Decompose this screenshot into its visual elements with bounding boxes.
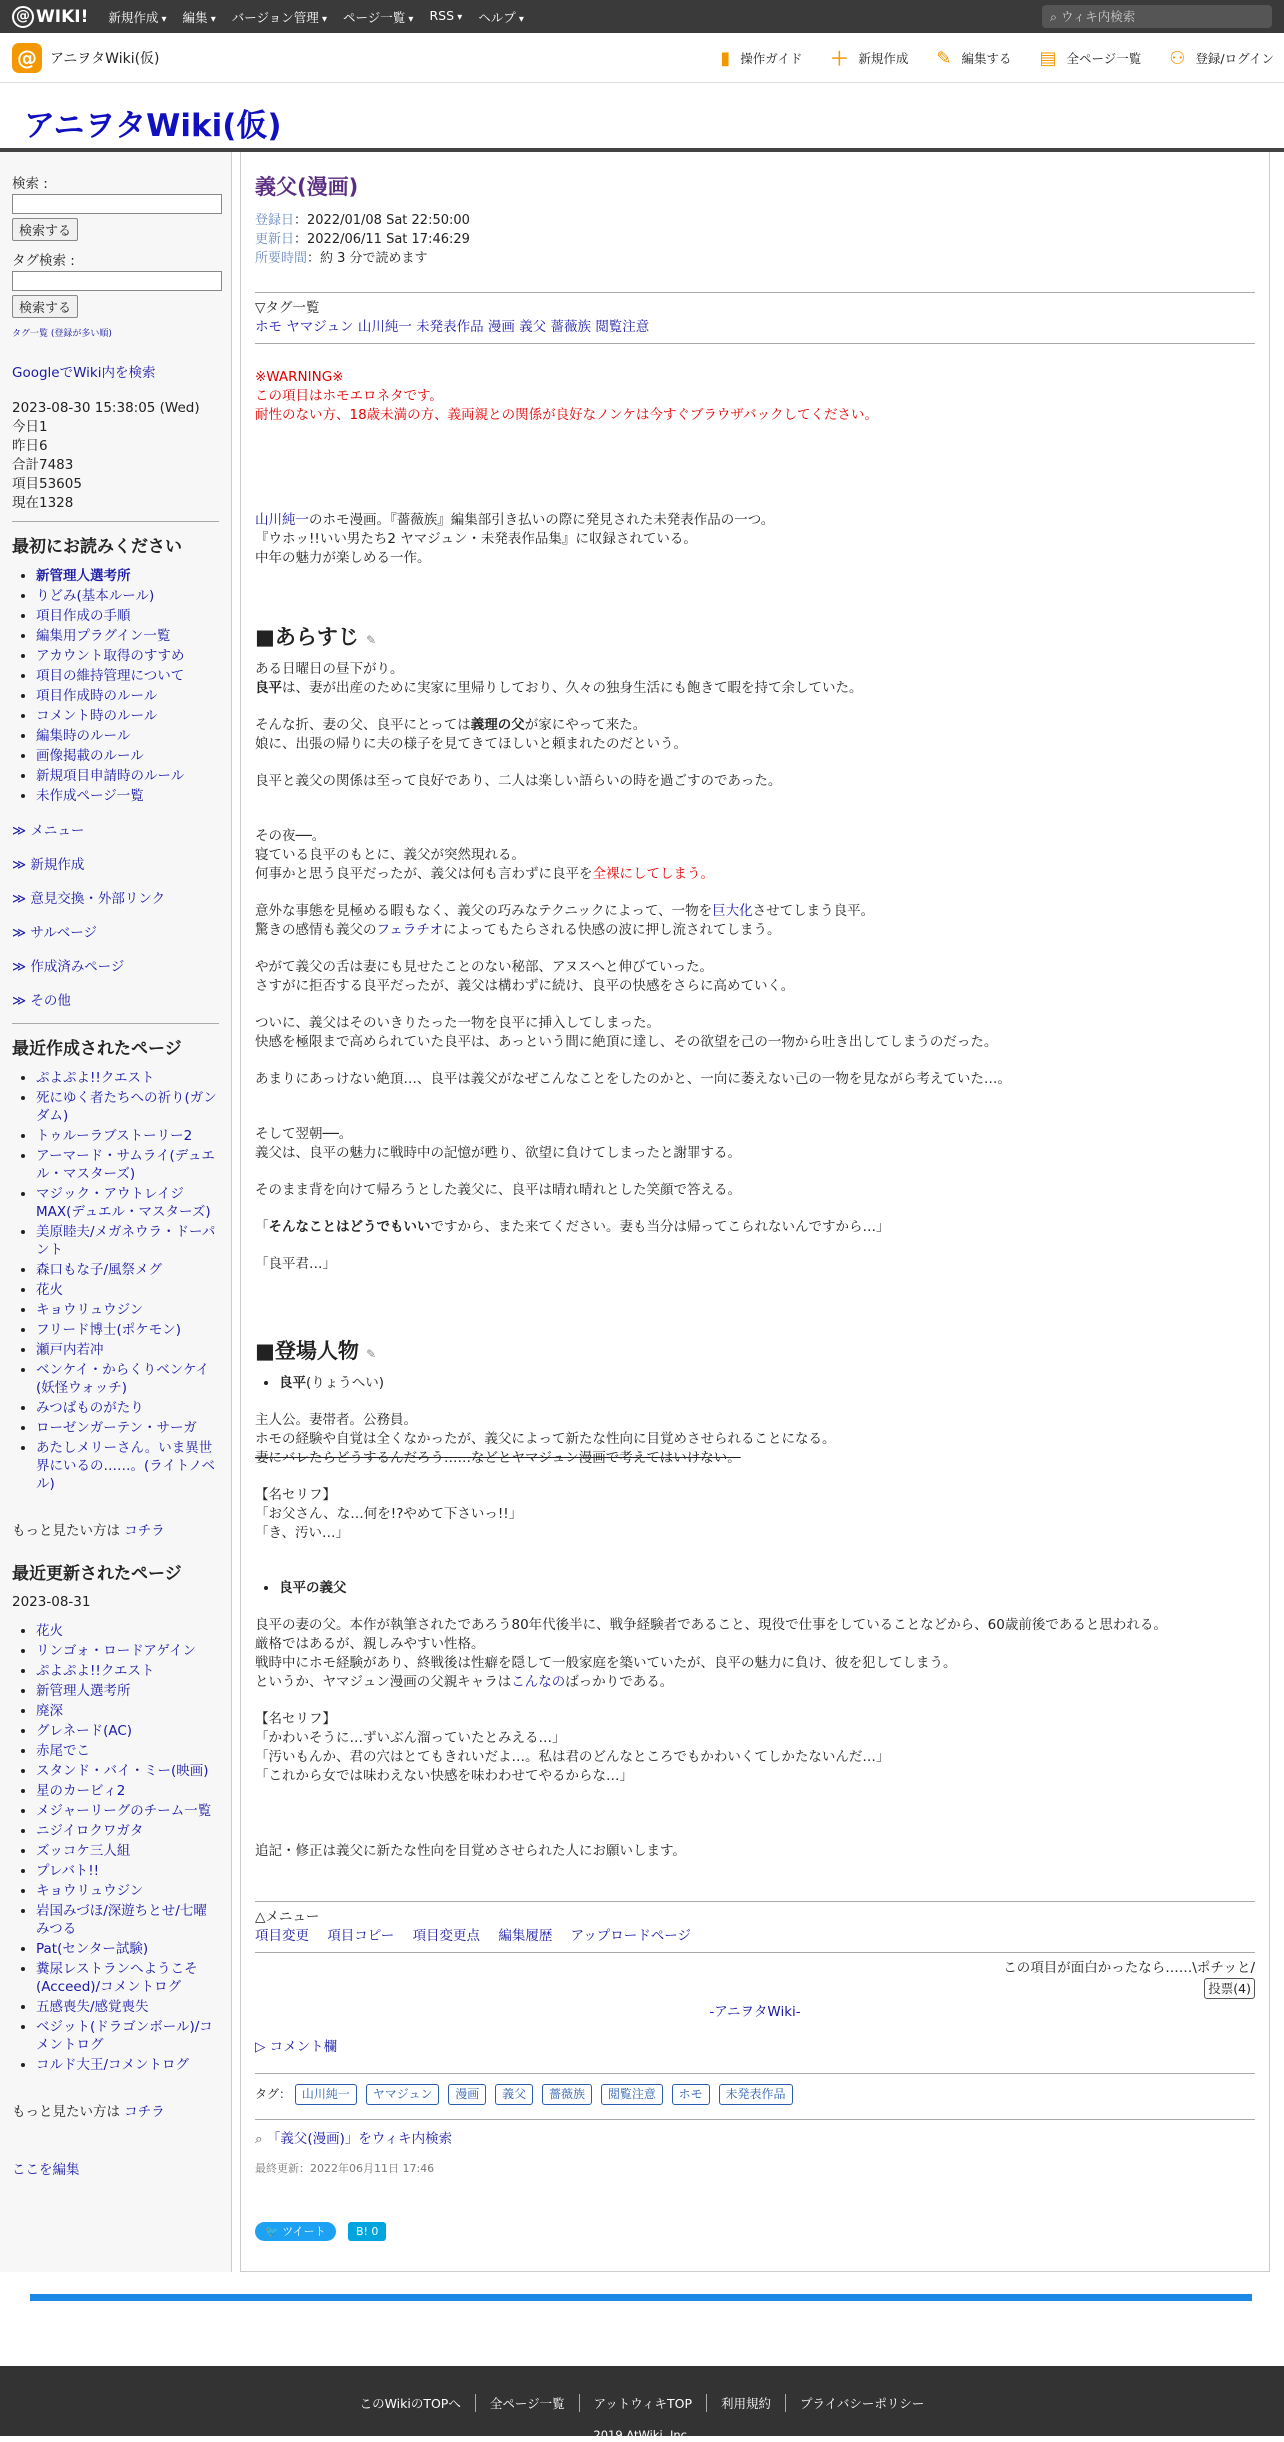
menu-new[interactable]: 新規作成 ▾ [108,8,166,26]
menu-heading: △メニュー [255,1909,320,1925]
list-item[interactable]: • 森口もな子/風祭メグ [36,1261,219,1279]
sub-nav [692,33,1274,83]
list-item[interactable]: • ぷよぷよ!!クエスト [36,1662,219,1680]
vote-box: この項目が面白かったなら……\ポチッと/ 投票(4) [255,1959,1255,1999]
list-item[interactable]: • 新管理人選考所 [36,567,219,585]
document-icon: ▤ [1039,47,1057,69]
copy-item-link[interactable]: 項目コピー [327,1928,395,1944]
char-list: • 良平(りょうへい) [279,1374,1255,1393]
book-icon: ▮ [720,47,731,69]
list-item[interactable]: • コルド大王/コメントログ [36,2056,219,2074]
link[interactable]: 巨大化 [712,903,753,919]
hatena-bookmark-button[interactable]: B! 0 [348,2222,386,2241]
list-item[interactable]: • りどみ(基本ルール) [36,587,219,605]
recent-updated-list [36,1622,219,2074]
tag-button[interactable]: 未発表作品 [719,2084,793,2105]
tag-search-button[interactable]: 検索する [12,295,78,318]
link[interactable]: フェラチオ [376,922,444,938]
more-created-link[interactable]: コチラ [124,1523,165,1539]
upload-link[interactable]: アップロードページ [570,1928,691,1944]
edit-link[interactable]: ✎ 編集する [936,47,1012,69]
updated-date: 更新日：2022/06/11 Sat 17:46:29 [255,232,470,247]
stat-total: 合計7483 [12,457,74,473]
page-menu [255,1927,1255,1946]
footer-privacy-link[interactable]: プライバシーポリシー [800,2396,925,2411]
list-item[interactable]: • 新規項目申請時のルール [36,767,219,785]
menu-edit[interactable]: 編集 ▾ [183,8,216,26]
menu-help[interactable]: ヘルプ ▾ [478,8,524,26]
list-item[interactable]: • ベジット(ドラゴンボール)/コメントログ [36,2018,219,2054]
tag-button[interactable]: ホモ [672,2084,710,2105]
menu-version[interactable]: バージョン管理 ▾ [232,8,327,26]
synopsis: ある日曜日の昼下がり。 良平は、妻が出産のために実家に里帰りしており、久々の独身生活にも飽きて暇を持て余していた。 そんな折、妻の父、良平にとっては義理の父が家にやって来た。 娘に、出張の帰りに夫の様子を見てきてほしいと頼まれたのだという。 良平と義父の関係は至って良好であり、二人は楽しい語らいの時を過ごすのであった。 その夜──。 寝ている良平のもとに、義父が突然現れる。 何事かと思う良平だったが、義父は何も言わずに良平を全裸にしてしまう。 意外な事態を見極める暇もなく、義父の巧みなテクニックによって、一物を巨大化させてしまう良平。 驚きの感情も義父のフェラチオによってもたらされる快感の波に押し流されてしまう。 やがて義父の舌は妻にも見せたことのない秘部、アヌスへと伸びていった。 さすがに拒否する良平だったが、義父は構わずに続け、良平の快感をさらに高めていく。 ついに、義父はそのいきりたった一物を良平に挿入してしまった。 快感を極限まで高められていた良平は、あっという間に絶頂に達し、その欲望を己の一物から吐き出してしまうのだった。 あまりにあっけない絶頂…、良平は義父がなぜこんなことをしたのかと、一向に萎えない己の一物を見ながら考えていた…。 そして翌朝──。 義父は、良平の魅力に戦時中の記憶が甦り、欲望に負けてしまったと謝罪する。 そのまま背を向けて帰ろうとした義父に、良平は晴れ晴れとした笑顔で答える。 「そんなことはどうでもいいですから、また来てください。妻も当分は帰ってこられないんですから…」 「良平君…」 [255,661,1011,1272]
all-pages-link[interactable]: ▤ 全ページ一覧 [1039,47,1142,69]
intro: 山川純一のホモ漫画。『薔薇族』編集部引き払いの際に発見された未発表作品の一つ。 『ウホッ!!いい男たち2 ヤマジュン・未発表作品集』に収録されている。 中年の魅力が楽しめる一作。 [255,512,775,566]
list-item[interactable]: • 新管理人選考所 [36,1682,219,1700]
list-item[interactable]: • Pat(センター試験) [36,1940,219,1958]
list-item[interactable]: • 画像掲載のルール [36,747,219,765]
warning-box: ※WARNING※ この項目はホモエロネタです。 耐性のない方、18歳未満の方、義両親との関係が良好なノンケは今すぐブラウザバックしてください。 [255,369,879,423]
edit-sidebar-link[interactable]: ここを編集 [12,2162,80,2178]
list-item[interactable]: • メジャーリーグのチーム一覧 [36,1802,219,1820]
stat-items: 項目53605 [12,476,82,492]
search-icon: ⌕ [1050,9,1058,24]
list-item[interactable]: • 編集用プラグイン一覧 [36,627,219,645]
tag-button[interactable]: ヤマジュン [366,2084,440,2105]
new-page-link[interactable]: ＋ 新規作成 [830,45,908,71]
sub-bar [0,33,1284,83]
wiki-search-link[interactable]: ⌕ 「義父(漫画)」をウィキ内検索 [255,2131,453,2147]
list-item[interactable]: • ローゼンガーテン・サーガ [36,1419,219,1437]
top-bar [0,0,1284,33]
main-content [240,152,1270,2272]
tag-link[interactable]: ホモ [255,319,282,335]
list-item[interactable]: • 星のカービィ2 [36,1782,219,1800]
list-item[interactable]: • 廃深 [36,1702,219,1720]
comment-link[interactable]: ▷ コメント欄 [255,2039,338,2055]
list-item[interactable]: • ベンケイ・からくりベンケイ(妖怪ウォッチ) [36,1361,219,1397]
tag-button[interactable]: 山川純一 [295,2084,357,2105]
char-list: • 良平の義父 [279,1579,1255,1598]
synopsis-heading: ■あらすじ ✎ [255,625,377,649]
tag-button[interactable]: 薔薇族 [542,2084,592,2105]
tag-link[interactable]: 閲覧注意 [595,319,650,335]
stat-yesterday: 昨日6 [12,438,48,454]
last-updated: 最終更新：2022年06月11日 17:46 [255,2162,435,2175]
list-item[interactable]: • ニジイロクワガタ [36,1822,219,1840]
wiki-home-link[interactable]: -アニヲタWiki- [709,2004,801,2020]
new-toggle[interactable]: ≫ 新規作成 [12,857,85,873]
list-item[interactable]: • マジック・アウトレイジMAX(デュエル・マスターズ) [36,1185,219,1221]
plus-icon: ＋ [830,49,849,70]
footer-atwiki-link[interactable]: アットウィキTOP [580,2394,707,2412]
diff-link[interactable]: 項目変更点 [412,1928,481,1944]
other-toggle[interactable]: ≫ その他 [12,993,71,1009]
tag-button[interactable]: 漫画 [448,2084,486,2105]
tag-list-link[interactable]: タグ一覧 (登録が多い順) [12,329,112,339]
tag-links [255,318,1255,337]
tags-heading: ▽タグ一覧 [255,300,320,316]
twitter-icon: 🐦 [265,2225,279,2238]
list-item[interactable]: • スタンド・バイ・ミー(映画) [36,1762,219,1780]
links-toggle[interactable]: ≫ 意見交換・外部リンク [12,891,166,907]
list-item[interactable]: • フリード博士(ポケモン) [36,1321,219,1339]
tag-link[interactable]: 義父 [519,319,547,335]
guide-link[interactable]: ▮ 操作ガイド [720,47,803,69]
left-sidebar [0,152,232,2272]
site-logo[interactable]: @ アニヲタWiki(仮) [12,43,160,73]
pencil-icon[interactable]: ✎ [366,1347,377,1361]
list-item[interactable]: • キョウリュウジン [36,1301,219,1319]
menu-rss[interactable]: RSS ▾ [429,8,462,26]
sidebar-search-input[interactable] [12,194,222,214]
recent-created-list [36,1069,219,1493]
list-item[interactable]: • 花火 [36,1622,219,1640]
list-item[interactable]: • 未作成ページ一覧 [36,787,219,805]
tag-search-label: タグ検索 : [12,253,75,269]
created-toggle[interactable]: ≫ 作成済みページ [12,959,125,975]
tag-button[interactable]: 義父 [495,2084,533,2105]
author-link[interactable]: 山川純一 [255,512,309,528]
read-first-heading: 最初にお読みください [12,537,182,557]
tag-link[interactable]: 未発表作品 [416,319,484,335]
list-item[interactable]: • 美原睦夫/メガネウラ・ドーパント [36,1223,219,1259]
share-buttons [255,2222,1255,2241]
copyright: 2019 AtWiki, Inc. [593,2428,691,2442]
atwiki-logo[interactable]: @ WIKI! [12,6,88,28]
read-time: 所要時間：約 3 分で読めます [255,251,428,266]
vote-button[interactable]: 投票(4) [1204,1978,1255,1999]
footer [0,2366,1284,2442]
list-item[interactable]: • 項目作成の手順 [36,607,219,625]
list-item[interactable]: • プレバト!! [36,1862,219,1880]
footer-divider [30,2294,1252,2301]
recent-created-heading: 最近作成されたページ [12,1039,182,1059]
created-date: 登録日：2022/01/08 Sat 22:50:00 [255,213,470,228]
list-item[interactable]: • トゥルーラブストーリー2 [36,1127,219,1145]
search-icon: ⌕ [255,2131,263,2147]
tag-link[interactable]: 薔薇族 [550,319,592,335]
list-item[interactable]: • キョウリュウジン [36,1882,219,1900]
list-item[interactable]: • みつばものがたり [36,1399,219,1417]
stat-today: 今日1 [12,419,48,435]
characters-heading: ■登場人物 ✎ [255,1339,377,1363]
stat-now: 現在1328 [12,495,74,511]
list-item[interactable]: • アカウント取得のすすめ [36,647,219,665]
list-item[interactable]: • コメント時のルール [36,707,219,725]
list-item[interactable]: • 編集時のルール [36,727,219,745]
closing-text: 追記・修正は義父に新たな性向を目覚めさせられた人にお願いします。 [255,1843,686,1859]
tag-button[interactable]: 閲覧注意 [601,2084,663,2105]
site-title[interactable]: アニヲタWiki(仮) [24,108,282,144]
list-item[interactable]: • 五感喪失/感覚喪失 [36,1998,219,2016]
user-add-icon: ⚇ [1169,47,1186,69]
tag-search-input[interactable] [12,271,222,291]
tag-link[interactable]: 漫画 [487,319,515,335]
edit-item-link[interactable]: 項目変更 [255,1928,309,1944]
pencil-icon: ✎ [936,47,952,69]
list-item[interactable]: • 赤尾でこ [36,1742,219,1760]
tweet-button[interactable]: 🐦 ツイート [255,2222,336,2241]
tag-buttons: タグ： 山川純一 ヤマジュン 漫画 義父 薔薇族 閲覧注意 ホモ 未発表作品 [255,2084,1255,2105]
list-item[interactable]: • 糞尿レストランへようこそ(Acceed)/コメントログ [36,1960,219,1996]
more-created: もっと見たい方は コチラ [12,1523,165,1539]
footer-pages-link[interactable]: 全ページ一覧 [476,2394,580,2412]
footer-top-link[interactable]: このWikiのTOPへ [346,2394,476,2412]
google-search-link[interactable]: GoogleでWiki内を検索 [12,365,156,381]
menu-pages[interactable]: ページ一覧 ▾ [343,8,413,26]
list-item[interactable]: • あたしメリーさん。いま異世界にいるの……。(ライトノベル) [36,1439,219,1493]
history-link[interactable]: 編集履歴 [498,1928,553,1944]
list-item[interactable]: • 瀬戸内若冲 [36,1341,219,1359]
list-item[interactable]: • 項目の維持管理について [36,667,219,685]
footer-terms-link[interactable]: 利用規約 [707,2394,786,2412]
login-link[interactable]: ⚇ 登録/ログイン [1169,47,1274,69]
salvage-toggle[interactable]: ≫ サルベージ [12,925,97,941]
char-father: 良平の妻の父。本作が執筆されたであろう80年代後半に、戦争経験者であること、現役で仕事をしていることなどから、60歳前後であると思われる。 厳格ではあるが、親しみやすい性格。 戦時中にホモ経験があり、終戦後は性癖を隠して一般家庭を築いていたが、良平の魅力に負け、彼を犯してしまう。 というか、ヤマジュン漫画の父親キャラはこんなのばっかりである。 【名セリフ】 「かわいそうに…ずいぶん溜っていたとみえる…」 「汚いもんか、君の穴はとてもきれいだよ…。私は君のどんなところでもかわいくてしかたないんだ…」 「これから女では味わえない快感を味わわせてやるからな…」 [255,1617,1167,1784]
menu-toggle[interactable]: ≫ メニュー [12,823,85,839]
updated-date: 2023-08-31 [12,1594,91,1610]
list-item[interactable]: • 岩国みづほ/深遊ちとせ/七曜みつる [36,1902,219,1938]
list-item[interactable]: • ズッコケ三人組 [36,1842,219,1860]
list-item[interactable]: • 死にゆく者たちへの祈り(ガンダム) [36,1089,219,1125]
list-item[interactable]: • 花火 [36,1281,219,1299]
page-title: 義父(漫画) [255,175,359,199]
top-menu [108,8,540,26]
recent-updated-heading: 最近更新されたページ [12,1564,182,1584]
wiki-icon: @ [12,43,42,73]
read-first-list [36,567,219,805]
counter-stats [12,399,219,513]
list-item[interactable]: • リンゴォ・ロードアゲイン [36,1642,219,1660]
char-ryohei: 主人公。妻帯者。公務員。 ホモの経験や自覚は全くなかったが、義父によって新たな性向に目覚めさせられることになる。 妻にバレたらどうするんだろう……などとヤマジュン漫画で考えてはいけない。 【名セリフ】 「お父さん、な…何を!?やめて下さいっ!!」 「き、汚い…」 [255,1412,836,1541]
search-label: 検索 : [12,176,48,192]
list-item[interactable]: • グレネード(AC) [36,1722,219,1740]
tag-link[interactable]: 山川純一 [357,319,412,335]
list-item[interactable]: • 項目作成時のルール [36,687,219,705]
list-item[interactable]: • アーマード・サムライ(デュエル・マスターズ) [36,1147,219,1183]
stat-date: 2023-08-30 15:38:05 (Wed) [12,400,200,416]
pencil-icon[interactable]: ✎ [366,633,377,647]
link[interactable]: こんなの [511,1674,566,1690]
wiki-search-input[interactable]: ⌕ ウィキ内検索 [1042,5,1272,28]
at-icon: @ [12,6,34,28]
more-updated-link[interactable]: コチラ [124,2104,165,2120]
tag-link[interactable]: ヤマジュン [286,319,354,335]
sidebar-search-button[interactable]: 検索する [12,218,78,241]
list-item[interactable]: • ぷよぷよ!!クエスト [36,1069,219,1087]
more-updated: もっと見たい方は コチラ [12,2104,165,2120]
